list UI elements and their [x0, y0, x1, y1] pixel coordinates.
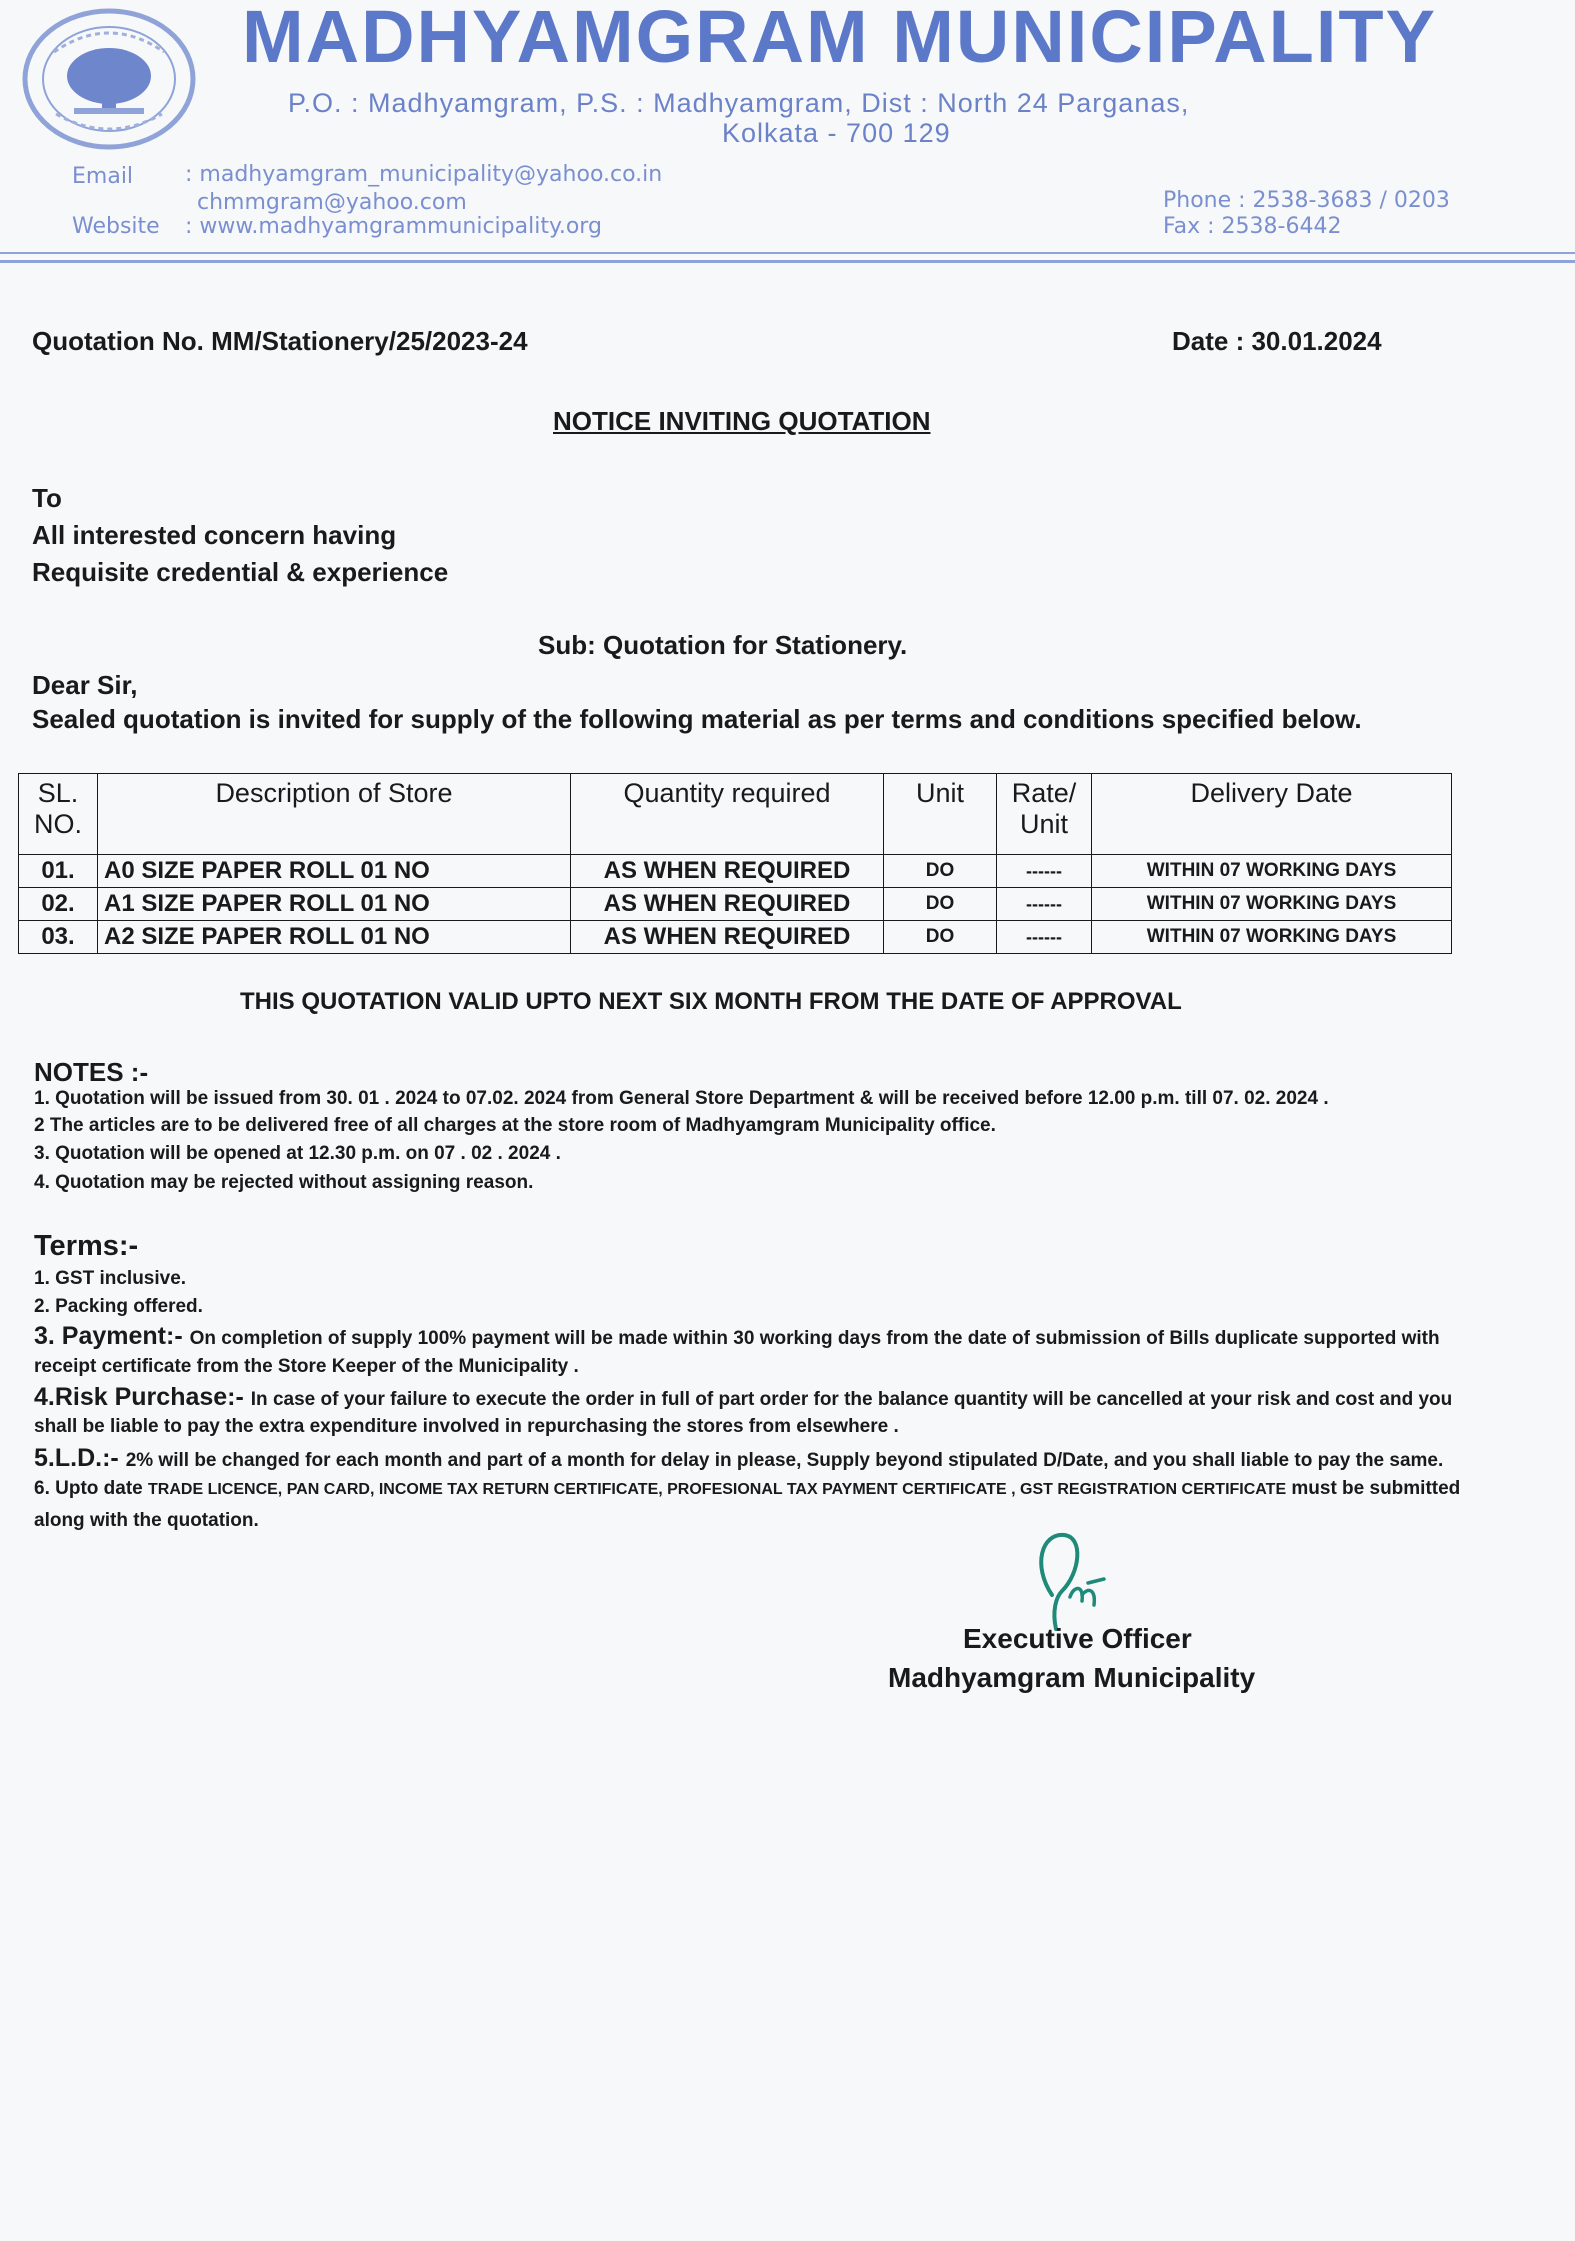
signatory-title: Executive Officer — [963, 1623, 1192, 1654]
term-item — [34, 1444, 1443, 1473]
header-delivery: Delivery Date — [1092, 774, 1452, 855]
note-item: 2 The articles are to be delivered free of all charges at the store room of Madhyamgram Municipality office. — [34, 1115, 996, 1136]
note-item: 4. Quotation may be rejected without assigning reason. — [34, 1172, 534, 1193]
cell-delivery: WITHIN 07 WORKING DAYS — [1092, 855, 1452, 888]
email-label: Email — [72, 164, 134, 189]
fax: Fax : 2538-6442 — [1163, 214, 1342, 239]
table-row — [19, 921, 1452, 954]
term-number: 3. — [34, 1322, 62, 1350]
table-header-row — [19, 774, 1452, 855]
table-row — [19, 888, 1452, 921]
cell-rate: ------ — [997, 888, 1092, 921]
table-row — [19, 855, 1452, 888]
header-rate-line2: Unit — [1019, 809, 1068, 839]
validity-statement: THIS QUOTATION VALID UPTO NEXT SIX MONTH FROM THE DATE OF APPROVAL — [240, 988, 1182, 1015]
header-unit: Unit — [884, 774, 997, 855]
intro-paragraph: Sealed quotation is invited for supply of the following material as per terms and conditions specified below. — [32, 704, 1362, 734]
website: : www.madhyamgrammunicipality.org — [185, 214, 602, 239]
org-name: MADHYAMGRAM MUNICIPALITY — [242, 0, 1437, 78]
terms-heading: Terms:- — [34, 1230, 139, 1262]
cell-sl: 01. — [19, 855, 98, 888]
recipient-line-2: Requisite credential & experience — [32, 557, 449, 587]
term-item — [34, 1478, 1460, 1500]
note-item: 3. Quotation will be opened at 12.30 p.m. on 07 . 02 . 2024 . — [34, 1143, 561, 1164]
header-description: Description of Store — [98, 774, 571, 855]
term-item: 1. GST inclusive. — [34, 1268, 187, 1289]
notice-heading: NOTICE INVITING QUOTATION — [553, 406, 931, 436]
notes-heading: NOTES :- — [34, 1057, 149, 1087]
cell-delivery: WITHIN 07 WORKING DAYS — [1092, 888, 1452, 921]
cell-unit: DO — [884, 855, 997, 888]
header-sl — [19, 774, 98, 855]
header-sl-line2: NO. — [33, 809, 82, 839]
header-sl-line1: SL. — [37, 778, 79, 808]
cell-rate: ------ — [997, 921, 1092, 954]
salutation: Dear Sir, — [32, 670, 138, 700]
cell-quantity: AS WHEN REQUIRED — [571, 921, 884, 954]
cell-description: A2 SIZE PAPER ROLL 01 NO — [98, 921, 571, 954]
header-quantity: Quantity required — [571, 774, 884, 855]
letterhead-divider — [0, 252, 1575, 254]
cell-delivery: WITHIN 07 WORKING DAYS — [1092, 921, 1452, 954]
cell-unit: DO — [884, 921, 997, 954]
term-continuation: along with the quotation. — [34, 1510, 259, 1531]
phone: Phone : 2538-3683 / 0203 — [1163, 188, 1450, 213]
term-text: 6. Upto date — [34, 1478, 149, 1499]
email-secondary: chmmgram@yahoo.com — [197, 190, 467, 215]
cell-sl: 02. — [19, 888, 98, 921]
notice-date: Date : 30.01.2024 — [1172, 326, 1382, 356]
cell-quantity: AS WHEN REQUIRED — [571, 888, 884, 921]
term-lead: L.D.:- — [54, 1444, 126, 1472]
term-continuation: shall be liable to pay the extra expenditure involved in repurchasing the stores from elsewhere . — [34, 1416, 899, 1437]
to-label: To — [32, 483, 62, 513]
cell-description: A0 SIZE PAPER ROLL 01 NO — [98, 855, 571, 888]
term-lead: Risk Purchase:- — [54, 1383, 251, 1411]
address-line-1: P.O. : Madhyamgram, P.S. : Madhyamgram, Dist : North 24 Parganas, — [288, 88, 1190, 118]
term-text: 2% will be changed for each month and part of a month for delay in please, Supply beyond stipulated D/Date, and you shall liable to pay the same. — [125, 1450, 1444, 1471]
municipality-seal-icon — [14, 4, 204, 154]
term-number: 5. — [34, 1444, 55, 1472]
term-item — [34, 1322, 1440, 1351]
term-documents: TRADE LICENCE, PAN CARD, INCOME TAX RETURN CERTIFICATE, PROFESIONAL TAX PAYMENT CERTIFICATE , GST REGISTRATION CERTIFICATE — [148, 1481, 1287, 1498]
subject-line: Sub: Quotation for Stationery. — [538, 630, 908, 660]
signature-mark — [1022, 1525, 1132, 1635]
term-text: In case of your failure to execute the order in full of part order for the balance quantity will be cancelled at your risk and cost and you — [250, 1389, 1453, 1410]
header-rate-line1: Rate/ — [1011, 778, 1077, 808]
term-number: 4. — [34, 1383, 55, 1411]
website-label: Website — [72, 214, 160, 239]
term-item — [34, 1383, 1452, 1412]
header-rate — [997, 774, 1092, 855]
cell-quantity: AS WHEN REQUIRED — [571, 855, 884, 888]
term-text: On completion of supply 100% payment will be made within 30 working days from the date of submission of Bills duplicate supported with — [189, 1328, 1440, 1349]
signatory-org: Madhyamgram Municipality — [888, 1662, 1256, 1693]
quotation-number: Quotation No. MM/Stationery/25/2023-24 — [32, 326, 528, 356]
note-item: 1. Quotation will be issued from 30. 01 . 2024 to 07.02. 2024 from General Store Department & will be received before 12.00 p.m. till 07. 02. 2024 . — [34, 1088, 1329, 1109]
email-primary: : madhyamgram_municipality@yahoo.co.in — [185, 162, 663, 187]
address-line-2: Kolkata - 700 129 — [722, 118, 951, 148]
cell-description: A1 SIZE PAPER ROLL 01 NO — [98, 888, 571, 921]
term-item: 2. Packing offered. — [34, 1296, 203, 1317]
recipient-line-1: All interested concern having — [32, 520, 397, 550]
items-table — [18, 773, 1452, 954]
cell-unit: DO — [884, 888, 997, 921]
cell-sl: 03. — [19, 921, 98, 954]
term-text: must be submitted — [1286, 1478, 1461, 1499]
term-continuation: receipt certificate from the Store Keeper of the Municipality . — [34, 1356, 579, 1377]
cell-rate: ------ — [997, 855, 1092, 888]
term-lead: Payment:- — [61, 1322, 190, 1350]
letterhead-divider — [0, 260, 1575, 263]
